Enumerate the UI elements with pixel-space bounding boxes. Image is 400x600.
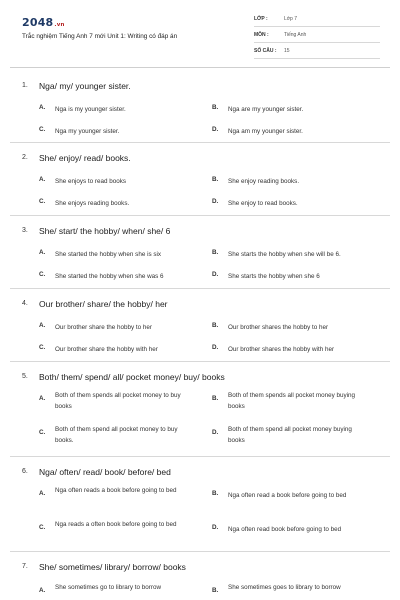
option-letter: C.: [39, 271, 46, 278]
question-header: [0, 150, 400, 168]
option-letter: D.: [212, 198, 219, 205]
option-text: Our brother shares the hobby with her: [228, 346, 335, 353]
option-text: She enjoy to read books.: [228, 200, 298, 207]
option-letter: B.: [212, 104, 219, 111]
option-text: Both of them spends all pocket money to buy books: [55, 392, 181, 410]
page-title: Trắc nghiệm Tiếng Anh 7 mới Unit 1: Writing có đáp án: [22, 33, 178, 40]
brand-logo[interactable]: [22, 16, 65, 29]
option-text: Nga is my younger sister.: [55, 106, 126, 113]
question-item: [0, 289, 400, 362]
option-letter: B.: [212, 395, 219, 402]
question-header: [0, 296, 400, 314]
document-header: [0, 0, 400, 66]
question-item: [0, 143, 400, 216]
option-text: Nga are my younger sister.: [228, 106, 304, 113]
meta-value: 15: [284, 48, 290, 54]
option-letter: D.: [212, 271, 219, 278]
question-item: [0, 362, 400, 457]
option-letter: A.: [39, 176, 46, 183]
option-text: She started the hobby when she was 6: [55, 273, 164, 280]
question-number: 6.: [22, 468, 28, 475]
question-number: 4.: [22, 300, 28, 307]
option-text: Nga often read book before going to bed: [228, 526, 342, 533]
option-letter: B.: [212, 249, 219, 256]
meta-row-subject: [254, 29, 380, 43]
question-item: [0, 457, 400, 552]
option-text: Both of them spend all pocket money to buy books.: [55, 426, 178, 444]
option-text: Our brother share the hobby to her: [55, 324, 152, 331]
meta-panel: [254, 13, 380, 61]
meta-row-class: [254, 13, 380, 27]
question-header: [0, 78, 400, 96]
question-header: [0, 559, 400, 577]
option-text: Nga often reads a book before going to bed: [55, 487, 177, 494]
question-number: 3.: [22, 227, 28, 234]
option-letter: D.: [212, 126, 219, 133]
option-text: She starts the hobby when she 6: [228, 273, 320, 280]
option-letter: C.: [39, 126, 46, 133]
meta-key: LỚP :: [254, 16, 268, 22]
option-text: She enjoys to read books: [55, 178, 127, 185]
option-text: She sometimes go to library to borrow: [55, 584, 162, 591]
question-list: [0, 78, 400, 592]
meta-key: SỐ CÂU :: [254, 48, 277, 54]
option-text: Both of them spends all pocket money buying books: [228, 392, 356, 410]
meta-key: MÔN :: [254, 32, 269, 38]
question-item: [0, 78, 400, 143]
option-text: She enjoys reading books.: [55, 200, 130, 207]
meta-row-count: [254, 45, 380, 59]
option-letter: B.: [212, 490, 219, 497]
option-letter: A.: [39, 322, 46, 329]
option-text: Our brother shares the hobby to her: [228, 324, 329, 331]
meta-value: Lớp 7: [284, 16, 298, 22]
option-letter: B.: [212, 587, 219, 594]
question-item: [0, 552, 400, 592]
option-text: She sometimes goes to library to borrow: [228, 584, 341, 591]
question-text: She/ sometimes/ library/ borrow/ books: [39, 562, 186, 572]
option-text: She starts the hobby when she will be 6.: [228, 251, 341, 258]
header-divider: [10, 67, 390, 68]
question-number: 5.: [22, 373, 28, 380]
question-item: [0, 216, 400, 289]
option-letter: A.: [39, 490, 46, 497]
option-text: Nga am my younger sister.: [228, 128, 303, 135]
question-header: [0, 369, 400, 387]
option-letter: C.: [39, 344, 46, 351]
question-text: She/ enjoy/ read/ books.: [39, 153, 131, 163]
option-letter: A.: [39, 104, 46, 111]
question-text: Our brother/ share/ the hobby/ her: [39, 299, 168, 309]
meta-value: Tiếng Anh: [284, 32, 307, 38]
option-letter: C.: [39, 429, 46, 436]
option-letter: D.: [212, 429, 219, 436]
question-number: 2.: [22, 154, 28, 161]
option-letter: A.: [39, 249, 46, 256]
option-text: Nga reads a often book before going to bed: [55, 521, 177, 528]
option-letter: D.: [212, 524, 219, 531]
question-text: Both/ them/ spend/ all/ pocket money/ buy/ books: [39, 372, 225, 382]
option-text: She enjoy reading books.: [228, 178, 300, 185]
question-header: [0, 223, 400, 241]
brand-suffix: .vn: [54, 22, 65, 28]
option-text: Both of them spend all pocket money buying books: [228, 426, 352, 444]
option-letter: C.: [39, 198, 46, 205]
option-letter: B.: [212, 176, 219, 183]
question-number: 7.: [22, 563, 28, 570]
option-letter: A.: [39, 587, 46, 594]
option-text: Nga my younger sister.: [55, 128, 120, 135]
option-text: Nga often read a book before going to bed: [228, 492, 347, 499]
question-text: Nga/ my/ younger sister.: [39, 81, 131, 91]
question-text: She/ start/ the hobby/ when/ she/ 6: [39, 226, 171, 236]
brand-name: 2048: [22, 16, 54, 29]
option-letter: B.: [212, 322, 219, 329]
question-number: 1.: [22, 82, 28, 89]
option-letter: D.: [212, 344, 219, 351]
question-header: [0, 464, 400, 482]
option-text: She started the hobby when she is six: [55, 251, 162, 258]
option-letter: C.: [39, 524, 46, 531]
option-text: Our brother share the hobby with her: [55, 346, 158, 353]
option-letter: A.: [39, 395, 46, 402]
question-text: Nga/ often/ read/ book/ before/ bed: [39, 467, 171, 477]
